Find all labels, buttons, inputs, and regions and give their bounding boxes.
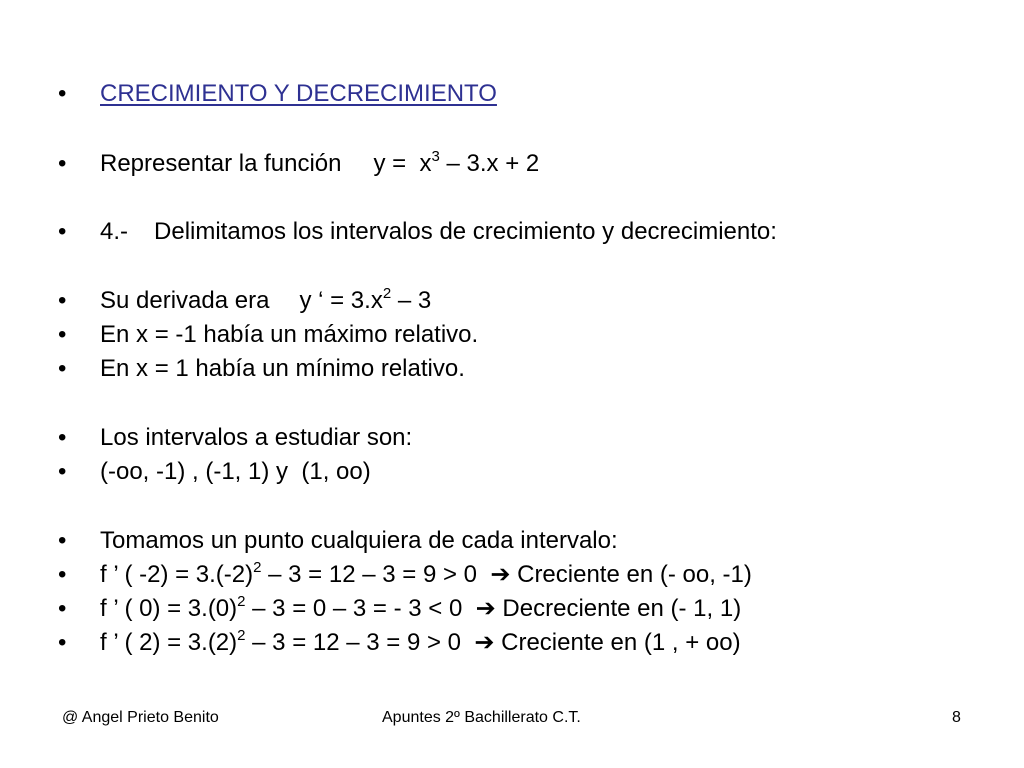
bullet: •	[58, 287, 67, 314]
intervals-intro: Los intervalos a estudiar son:	[100, 424, 413, 451]
evaluation-statement	[100, 558, 752, 592]
intervals-list: (-oo, -1) , (-1, 1) y (1, oo)	[100, 458, 371, 485]
evaluation-result: Creciente en (1 , + oo)	[494, 629, 741, 656]
evaluation-exponent: 2	[237, 627, 246, 644]
evaluation-expression: f ’ ( -2) = 3.(-2)	[100, 561, 254, 588]
function-exponent: 3	[431, 148, 440, 165]
bullet: •	[58, 424, 67, 451]
derivative-lhs: y ‘ = 3.x	[299, 287, 383, 314]
slide-title: CRECIMIENTO Y DECRECIMIENTO	[100, 80, 497, 107]
bullet: •	[58, 527, 67, 554]
evaluation-result: Creciente en (- oo, -1)	[510, 561, 752, 588]
derivative-statement	[100, 284, 431, 318]
function-base: x	[419, 150, 432, 177]
points-intro: Tomamos un punto cualquiera de cada intervalo:	[100, 527, 618, 554]
evaluation-expression: f ’ ( 2) = 3.(2)	[100, 629, 238, 656]
arrow-right-icon: ➔	[490, 561, 511, 588]
bullet: •	[58, 80, 67, 107]
derivative-rest: – 3	[391, 287, 432, 314]
arrow-right-icon: ➔	[475, 595, 496, 622]
bullet: •	[58, 458, 67, 485]
footer-page-number: 8	[952, 709, 961, 726]
function-label: Representar la función	[100, 150, 342, 177]
footer-course: Apuntes 2º Bachillerato C.T.	[382, 709, 581, 726]
bullet: •	[58, 218, 67, 245]
evaluation-computation: – 3 = 12 – 3 = 9 > 0	[261, 561, 491, 588]
arrow-right-icon: ➔	[474, 629, 495, 656]
function-lhs: y =	[373, 150, 407, 177]
derivative-label: Su derivada era	[100, 287, 270, 314]
footer-author: @ Angel Prieto Benito	[62, 709, 219, 726]
function-rest: – 3.x + 2	[439, 150, 540, 177]
function-statement	[100, 147, 539, 181]
bullet: •	[58, 629, 67, 656]
evaluation-expression: f ’ ( 0) = 3.(0)	[100, 595, 238, 622]
bullet: •	[58, 321, 67, 348]
bullet: •	[58, 561, 67, 588]
evaluation-computation: – 3 = 0 – 3 = - 3 < 0	[245, 595, 476, 622]
evaluation-statement	[100, 592, 741, 626]
evaluation-computation: – 3 = 12 – 3 = 9 > 0	[245, 629, 475, 656]
evaluation-result: Decreciente en (- 1, 1)	[495, 595, 742, 622]
derivative-exponent: 2	[382, 285, 392, 302]
step-statement	[100, 215, 777, 249]
maximum-statement: En x = -1 había un máximo relativo.	[100, 321, 479, 348]
evaluation-exponent: 2	[237, 593, 246, 610]
bullet: •	[58, 595, 67, 622]
bullet: •	[58, 355, 67, 382]
evaluation-statement	[100, 626, 741, 660]
evaluation-exponent: 2	[253, 559, 262, 576]
bullet: •	[58, 150, 67, 177]
step-number: 4.-	[100, 218, 129, 245]
minimum-statement: En x = 1 había un mínimo relativo.	[100, 355, 465, 382]
step-text: Delimitamos los intervalos de crecimiento y decrecimiento:	[154, 218, 777, 245]
